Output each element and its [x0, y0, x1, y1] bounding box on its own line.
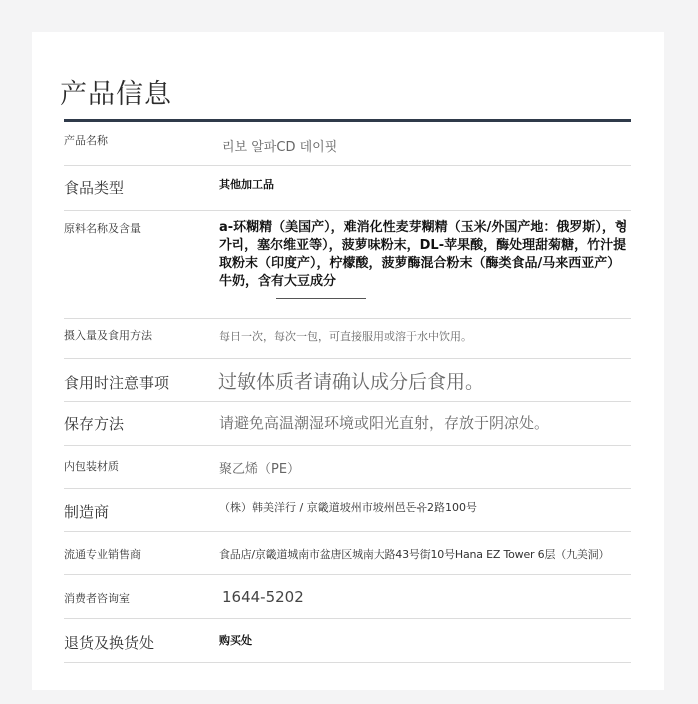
table-row-distributor: [64, 532, 631, 575]
table-row-intake: [64, 319, 631, 359]
info-table: [64, 122, 631, 663]
value-packaging: 聚乙烯（PE）: [219, 462, 301, 477]
table-row-caution: [64, 359, 631, 402]
label-ingredients: 原料名称及含量: [64, 222, 141, 235]
label-caution: 食用时注意事项: [64, 374, 170, 392]
table-row-food-type: [64, 166, 631, 211]
label-distributor: 流通专业销售商: [64, 548, 141, 561]
value-storage: 请避免高温潮湿环境或阳光直射，存放于阴凉处。: [219, 414, 550, 432]
label-manufacturer: 制造商: [64, 503, 110, 521]
table-row-manufacturer: [64, 489, 631, 532]
label-consumer-center: 消费者咨询室: [64, 592, 130, 605]
table-row-storage: [64, 402, 631, 446]
table-row-packaging: [64, 446, 631, 489]
table-row-product-name: [64, 122, 631, 166]
value-caution: 过敏体质者请确认成分后食用。: [218, 371, 485, 393]
section-title: 产品信息: [60, 79, 172, 110]
value-returns: 购买处: [219, 634, 252, 647]
text-underline: [276, 298, 366, 299]
label-intake: 摄入量及食用方法: [64, 329, 152, 342]
value-ingredients: a-环糊精（美国产），难消化性麦芽糊精（玉米/外国产地：俄罗斯），형가리，塞尔维亚等），菠萝味粉末，DL-苹果酸，酶处理甜菊糖，竹汁提取粉末（印度产），柠檬酸，菠萝酶混合粉末（酶类食品/马来西亚产）牛奶，含有大豆成分: [219, 220, 628, 289]
value-food-type: 其他加工品: [219, 178, 274, 191]
value-distributor: 食品店/京畿道城南市盆唐区城南大路43号街10号Hana EZ Tower 6层（九美洞）: [219, 548, 610, 561]
table-row-returns: [64, 619, 631, 663]
table-row-ingredients: [64, 211, 631, 319]
label-product-name: 产品名称: [64, 134, 108, 147]
table-row-consumer-center: [64, 575, 631, 619]
label-returns: 退货及换货处: [64, 634, 155, 652]
value-consumer-center: 1644-5202: [222, 588, 304, 606]
product-info-card: [32, 32, 664, 690]
label-food-type: 食品类型: [64, 179, 125, 197]
value-intake: 每日一次，每次一包，可直接服用或溶于水中饮用。: [219, 330, 472, 343]
label-storage: 保存方法: [64, 415, 125, 433]
value-product-name: 리보 알파CD 데이핏: [222, 140, 338, 155]
value-manufacturer: （株）韩美洋行 / 京畿道坡州市坡州邑돈유2路100号: [219, 501, 477, 514]
label-packaging: 内包装材质: [64, 460, 119, 473]
